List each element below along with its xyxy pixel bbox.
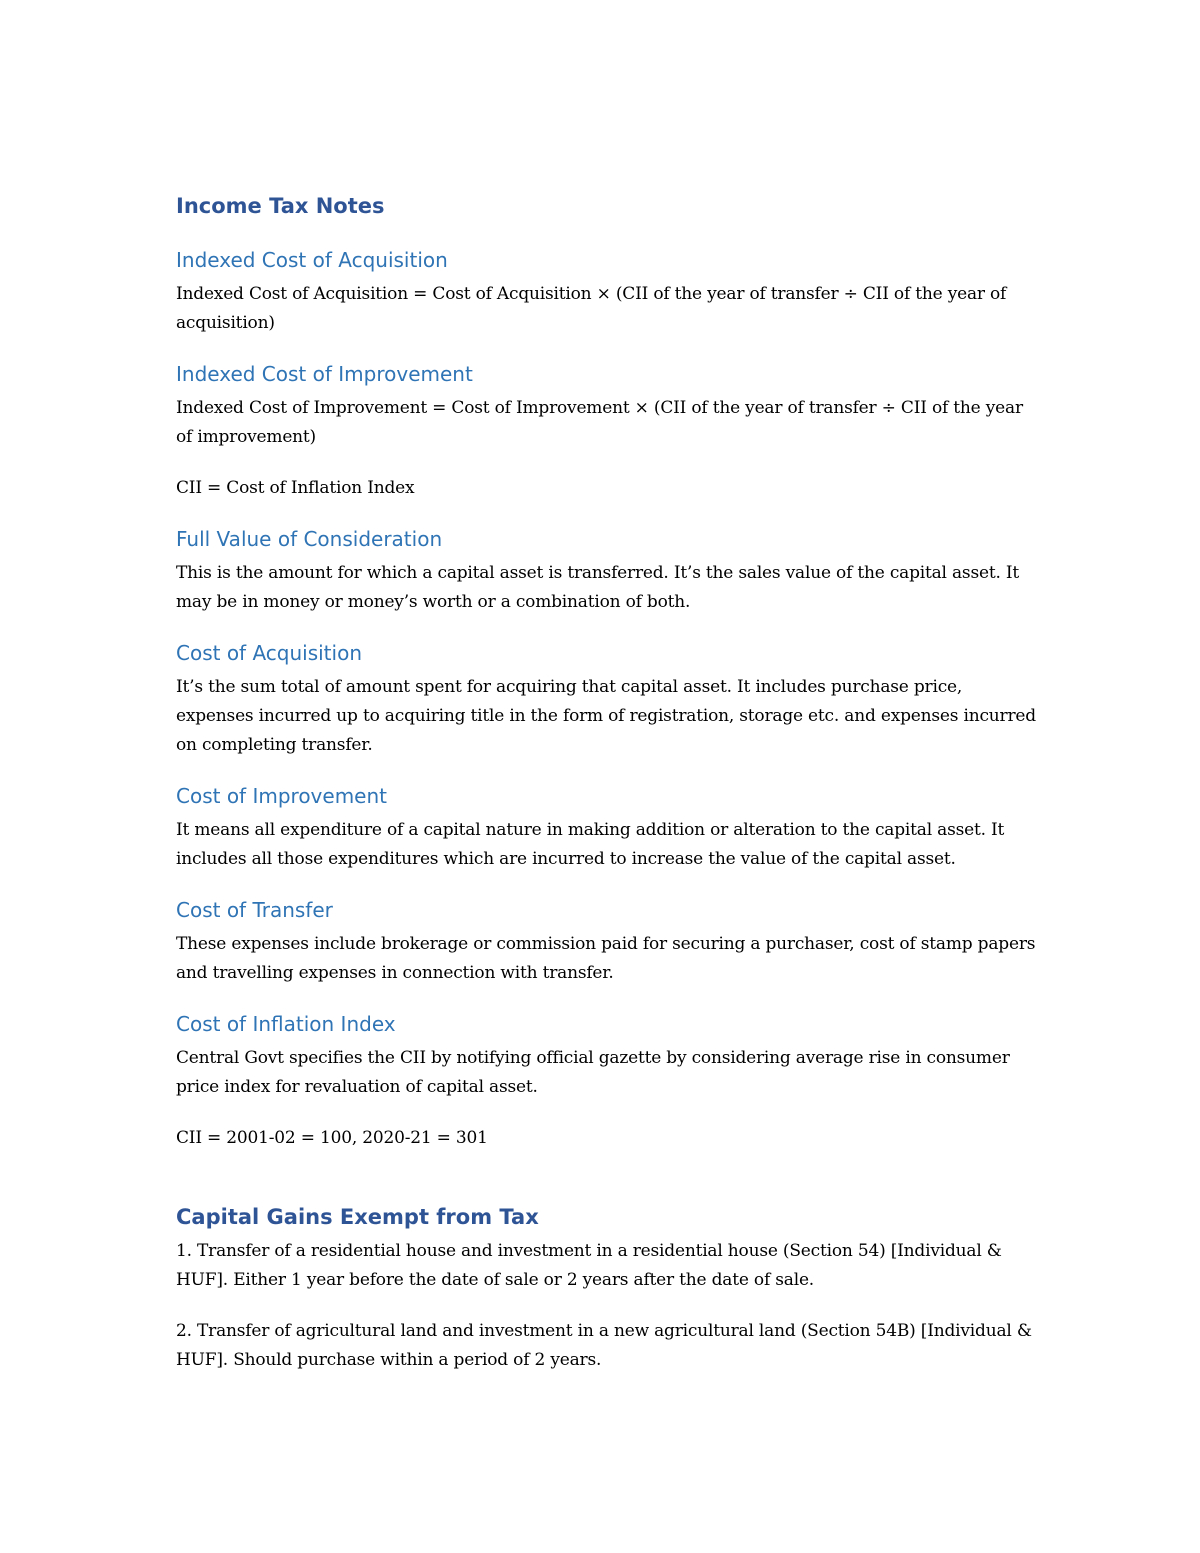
section-heading: Cost of Acquisition	[176, 641, 362, 665]
section-paragraph: Indexed Cost of Acquisition = Cost of Acquisition × (CII of the year of transfer ÷ CII of the year of acquisition)	[176, 284, 1007, 333]
section-cost-of-acquisition	[176, 639, 1036, 760]
section-heading: Cost of Inflation Index	[176, 1012, 396, 1036]
section-heading: Cost of Transfer	[176, 898, 333, 922]
section-heading: Full Value of Consideration	[176, 527, 443, 551]
section-indexed-cost-of-acquisition	[176, 246, 1036, 338]
section-paragraph: These expenses include brokerage or commission paid for securing a purchaser, cost of stamp papers and travelling expenses in connection with transfer.	[176, 934, 1036, 983]
section-paragraph: This is the amount for which a capital asset is transferred. It’s the sales value of the capital asset. It may be in money or money’s worth or a combination of both.	[176, 563, 1020, 612]
section-cost-of-improvement	[176, 782, 1036, 874]
section-cost-of-inflation-index	[176, 1010, 1036, 1153]
section-paragraph: It’s the sum total of amount spent for acquiring that capital asset. It includes purchase price, expenses incurred up to acquiring title in the form of registration, storage etc. and expenses incurred on completing transfer.	[176, 677, 1036, 755]
section-heading: Cost of Improvement	[176, 784, 387, 808]
document-title: Income Tax Notes	[176, 194, 385, 218]
section-indexed-cost-of-improvement	[176, 360, 1036, 503]
section-heading: Indexed Cost of Improvement	[176, 362, 473, 386]
section-paragraph: Central Govt specifies the CII by notifying official gazette by considering average rise in consumer price index for revaluation of capital asset.	[176, 1048, 1010, 1097]
document-page	[176, 180, 1036, 1397]
exempt-item: 1. Transfer of a residential house and investment in a residential house (Section 54) [Individual & HUF]. Either 1 year before the date of sale or 2 years after the date of sale.	[176, 1241, 1002, 1290]
exempt-item: 2. Transfer of agricultural land and investment in a new agricultural land (Section 54B) [Individual & HUF]. Should purchase within a period of 2 years.	[176, 1321, 1032, 1370]
section-paragraph: CII = 2001-02 = 100, 2020-21 = 301	[176, 1128, 488, 1148]
section-cost-of-transfer	[176, 896, 1036, 988]
section-paragraph: It means all expenditure of a capital nature in making addition or alteration to the capital asset. It includes all those expenditures which are incurred to increase the value of the capital asset.	[176, 820, 1005, 869]
section-paragraph: CII = Cost of Inflation Index	[176, 478, 415, 498]
section-full-value-of-consideration	[176, 525, 1036, 617]
section-heading: Capital Gains Exempt from Tax	[176, 1205, 539, 1229]
section-paragraph: Indexed Cost of Improvement = Cost of Improvement × (CII of the year of transfer ÷ CII of the year of improvement)	[176, 398, 1023, 447]
section-capital-gains-exempt	[176, 1203, 1036, 1375]
section-heading: Indexed Cost of Acquisition	[176, 248, 448, 272]
